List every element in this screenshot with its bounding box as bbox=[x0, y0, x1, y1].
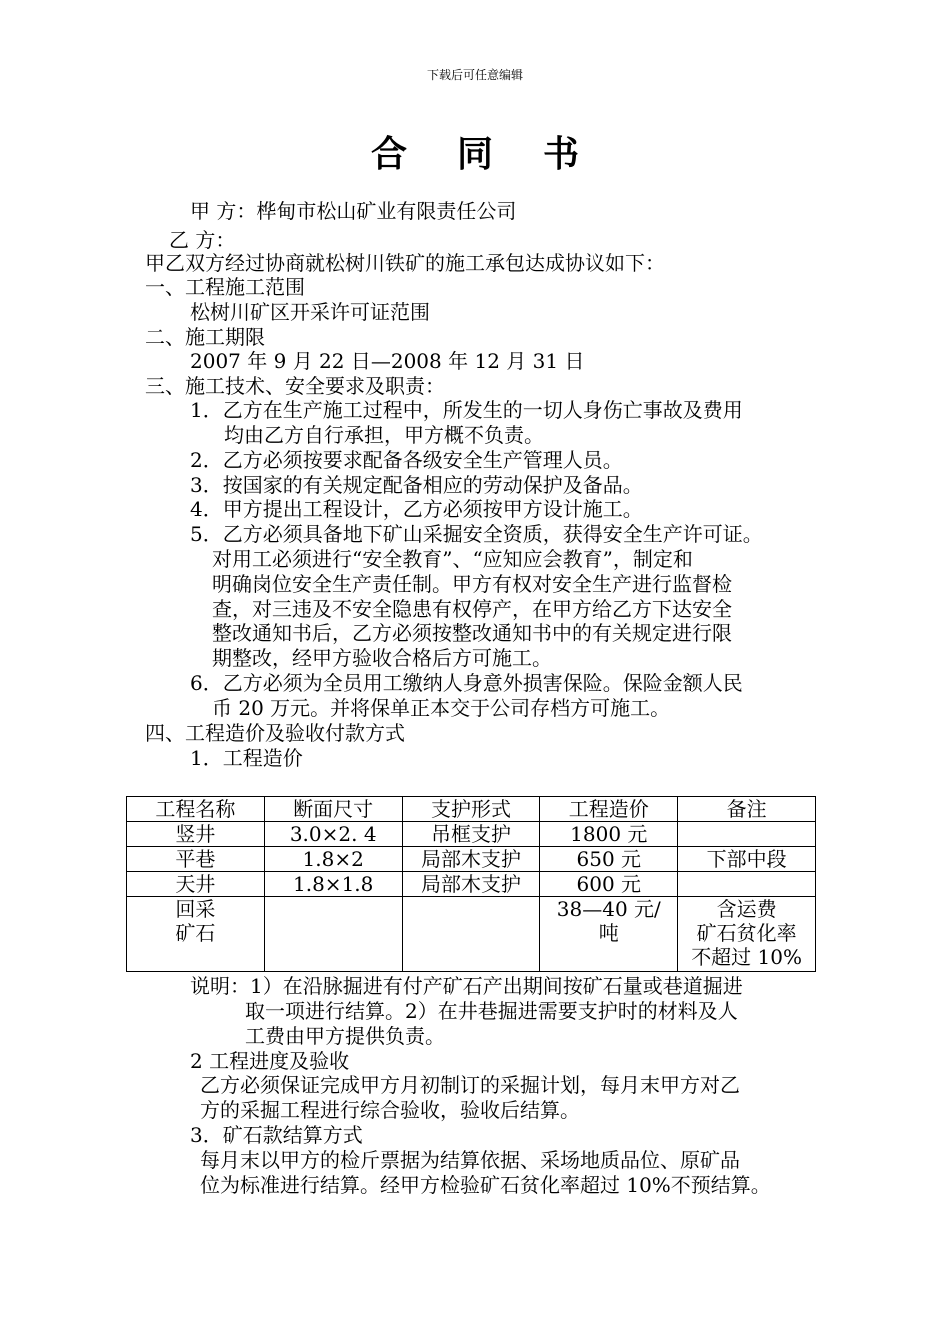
table-cell: 600 元 bbox=[540, 872, 678, 897]
table-cell: 3.0×2. 4 bbox=[264, 822, 402, 847]
section-3-item: 6．乙方必须为全员用工缴纳人身意外损害保险。保险金额人民 bbox=[190, 671, 743, 695]
section-4-sub3-line: 位为标准进行结算。经甲方检验矿石贫化率超过 10%不预结算。 bbox=[200, 1173, 771, 1197]
section-3-item: 2．乙方必须按要求配备各级安全生产管理人员。 bbox=[190, 448, 623, 472]
section-3-item: 3．按国家的有关规定配备相应的劳动保护及备品。 bbox=[190, 473, 643, 497]
party-b: 乙 方： bbox=[169, 228, 236, 252]
section-1-content: 松树川矿区开采许可证范围 bbox=[190, 300, 430, 324]
cell-line: 吨 bbox=[598, 921, 619, 945]
table-cell: 1800 元 bbox=[540, 822, 678, 847]
party-a: 甲 方：桦甸市松山矿业有限责任公司 bbox=[190, 199, 517, 223]
table-cell bbox=[678, 822, 816, 847]
section-3-item: 对用工必须进行“安全教育”、“应知应会教育”，制定和 bbox=[212, 547, 693, 571]
table-cell: 650 元 bbox=[540, 847, 678, 872]
cell-line: 矿石 bbox=[175, 921, 216, 945]
table-cell: 平巷 bbox=[127, 847, 265, 872]
section-4-sub2-line: 方的采掘工程进行综合验收，验收后结算。 bbox=[200, 1098, 580, 1122]
section-3-item: 币 20 万元。并将保单正本交于公司存档方可施工。 bbox=[212, 696, 671, 720]
notes-line: 工费由甲方提供负责。 bbox=[245, 1024, 445, 1048]
table-cell: 下部中段 bbox=[678, 847, 816, 872]
section-3-heading: 三、施工技术、安全要求及职责： bbox=[145, 374, 445, 398]
section-2-content: 2007 年 9 月 22 日—2008 年 12 月 31 日 bbox=[190, 349, 585, 373]
table-header-cell: 工程造价 bbox=[540, 797, 678, 822]
section-3-item: 4．甲方提出工程设计，乙方必须按甲方设计施工。 bbox=[190, 497, 643, 521]
cell-line: 回采 bbox=[175, 897, 216, 921]
intro-text: 甲乙双方经过协商就松树川铁矿的施工承包达成协议如下： bbox=[145, 251, 665, 275]
section-2-heading: 二、施工期限 bbox=[145, 325, 265, 349]
section-4-sub1: 1．工程造价 bbox=[190, 746, 303, 770]
table-cell: 1.8×2 bbox=[264, 847, 402, 872]
table-cell bbox=[402, 897, 540, 972]
section-1-heading: 一、工程施工范围 bbox=[145, 275, 305, 299]
table-cell bbox=[678, 897, 816, 972]
section-3-item: 明确岗位安全生产责任制。甲方有权对安全生产进行监督检 bbox=[212, 572, 732, 596]
table-row bbox=[127, 822, 816, 847]
table-cell: 1.8×1.8 bbox=[264, 872, 402, 897]
section-3-item: 均由乙方自行承担，甲方概不负责。 bbox=[224, 423, 544, 447]
table-header-cell: 支护形式 bbox=[402, 797, 540, 822]
table-row bbox=[127, 872, 816, 897]
table-cell: 吊框支护 bbox=[402, 822, 540, 847]
table-header-cell: 断面尺寸 bbox=[264, 797, 402, 822]
document-title: 合同书 bbox=[370, 133, 629, 175]
section-4-sub3-line: 每月末以甲方的检斤票据为结算依据、采场地质品位、原矿品 bbox=[200, 1148, 740, 1172]
section-4-sub2: 2 工程进度及验收 bbox=[190, 1049, 350, 1073]
section-4-sub3: 3．矿石款结算方式 bbox=[190, 1123, 363, 1147]
notes-line: 取一项进行结算。2）在井巷掘进需要支护时的材料及人 bbox=[245, 999, 738, 1023]
section-4-heading: 四、工程造价及验收付款方式 bbox=[145, 721, 405, 745]
cell-line: 含运费 bbox=[716, 897, 777, 921]
table-cell bbox=[678, 872, 816, 897]
table-cell: 竖井 bbox=[127, 822, 265, 847]
cell-line: 38—40 元/ bbox=[556, 897, 661, 921]
table-row bbox=[127, 847, 816, 872]
table-cell: 天井 bbox=[127, 872, 265, 897]
table-cell bbox=[127, 897, 265, 972]
section-3-item: 期整改，经甲方验收合格后方可施工。 bbox=[212, 646, 552, 670]
table-cell: 局部木支护 bbox=[402, 847, 540, 872]
table-header-row bbox=[127, 797, 816, 822]
section-4-sub2-line: 乙方必须保证完成甲方月初制订的采掘计划，每月末甲方对乙 bbox=[200, 1073, 740, 1097]
section-3-item: 1．乙方在生产施工过程中，所发生的一切人身伤亡事故及费用 bbox=[190, 398, 743, 422]
section-3-item: 查，对三违及不安全隐患有权停产，在甲方给乙方下达安全 bbox=[212, 597, 732, 621]
cost-table bbox=[126, 796, 816, 972]
section-3-item: 整改通知书后，乙方必须按整改通知书中的有关规定进行限 bbox=[212, 621, 732, 645]
cell-line: 矿石贫化率 bbox=[696, 921, 797, 945]
table-header-cell: 工程名称 bbox=[127, 797, 265, 822]
table-cell: 局部木支护 bbox=[402, 872, 540, 897]
table-header-cell: 备注 bbox=[678, 797, 816, 822]
notes-line: 说明：1）在沿脉掘进有付产矿石产出期间按矿石量或巷道掘进 bbox=[190, 974, 743, 998]
header-note: 下载后可任意编辑 bbox=[426, 68, 523, 82]
section-3-item: 5．乙方必须具备地下矿山采掘安全资质，获得安全生产许可证。 bbox=[190, 522, 763, 546]
cell-line: 不超过 10% bbox=[691, 945, 802, 969]
table-cell bbox=[264, 897, 402, 972]
table-cell bbox=[540, 897, 678, 972]
table-row bbox=[127, 897, 816, 972]
